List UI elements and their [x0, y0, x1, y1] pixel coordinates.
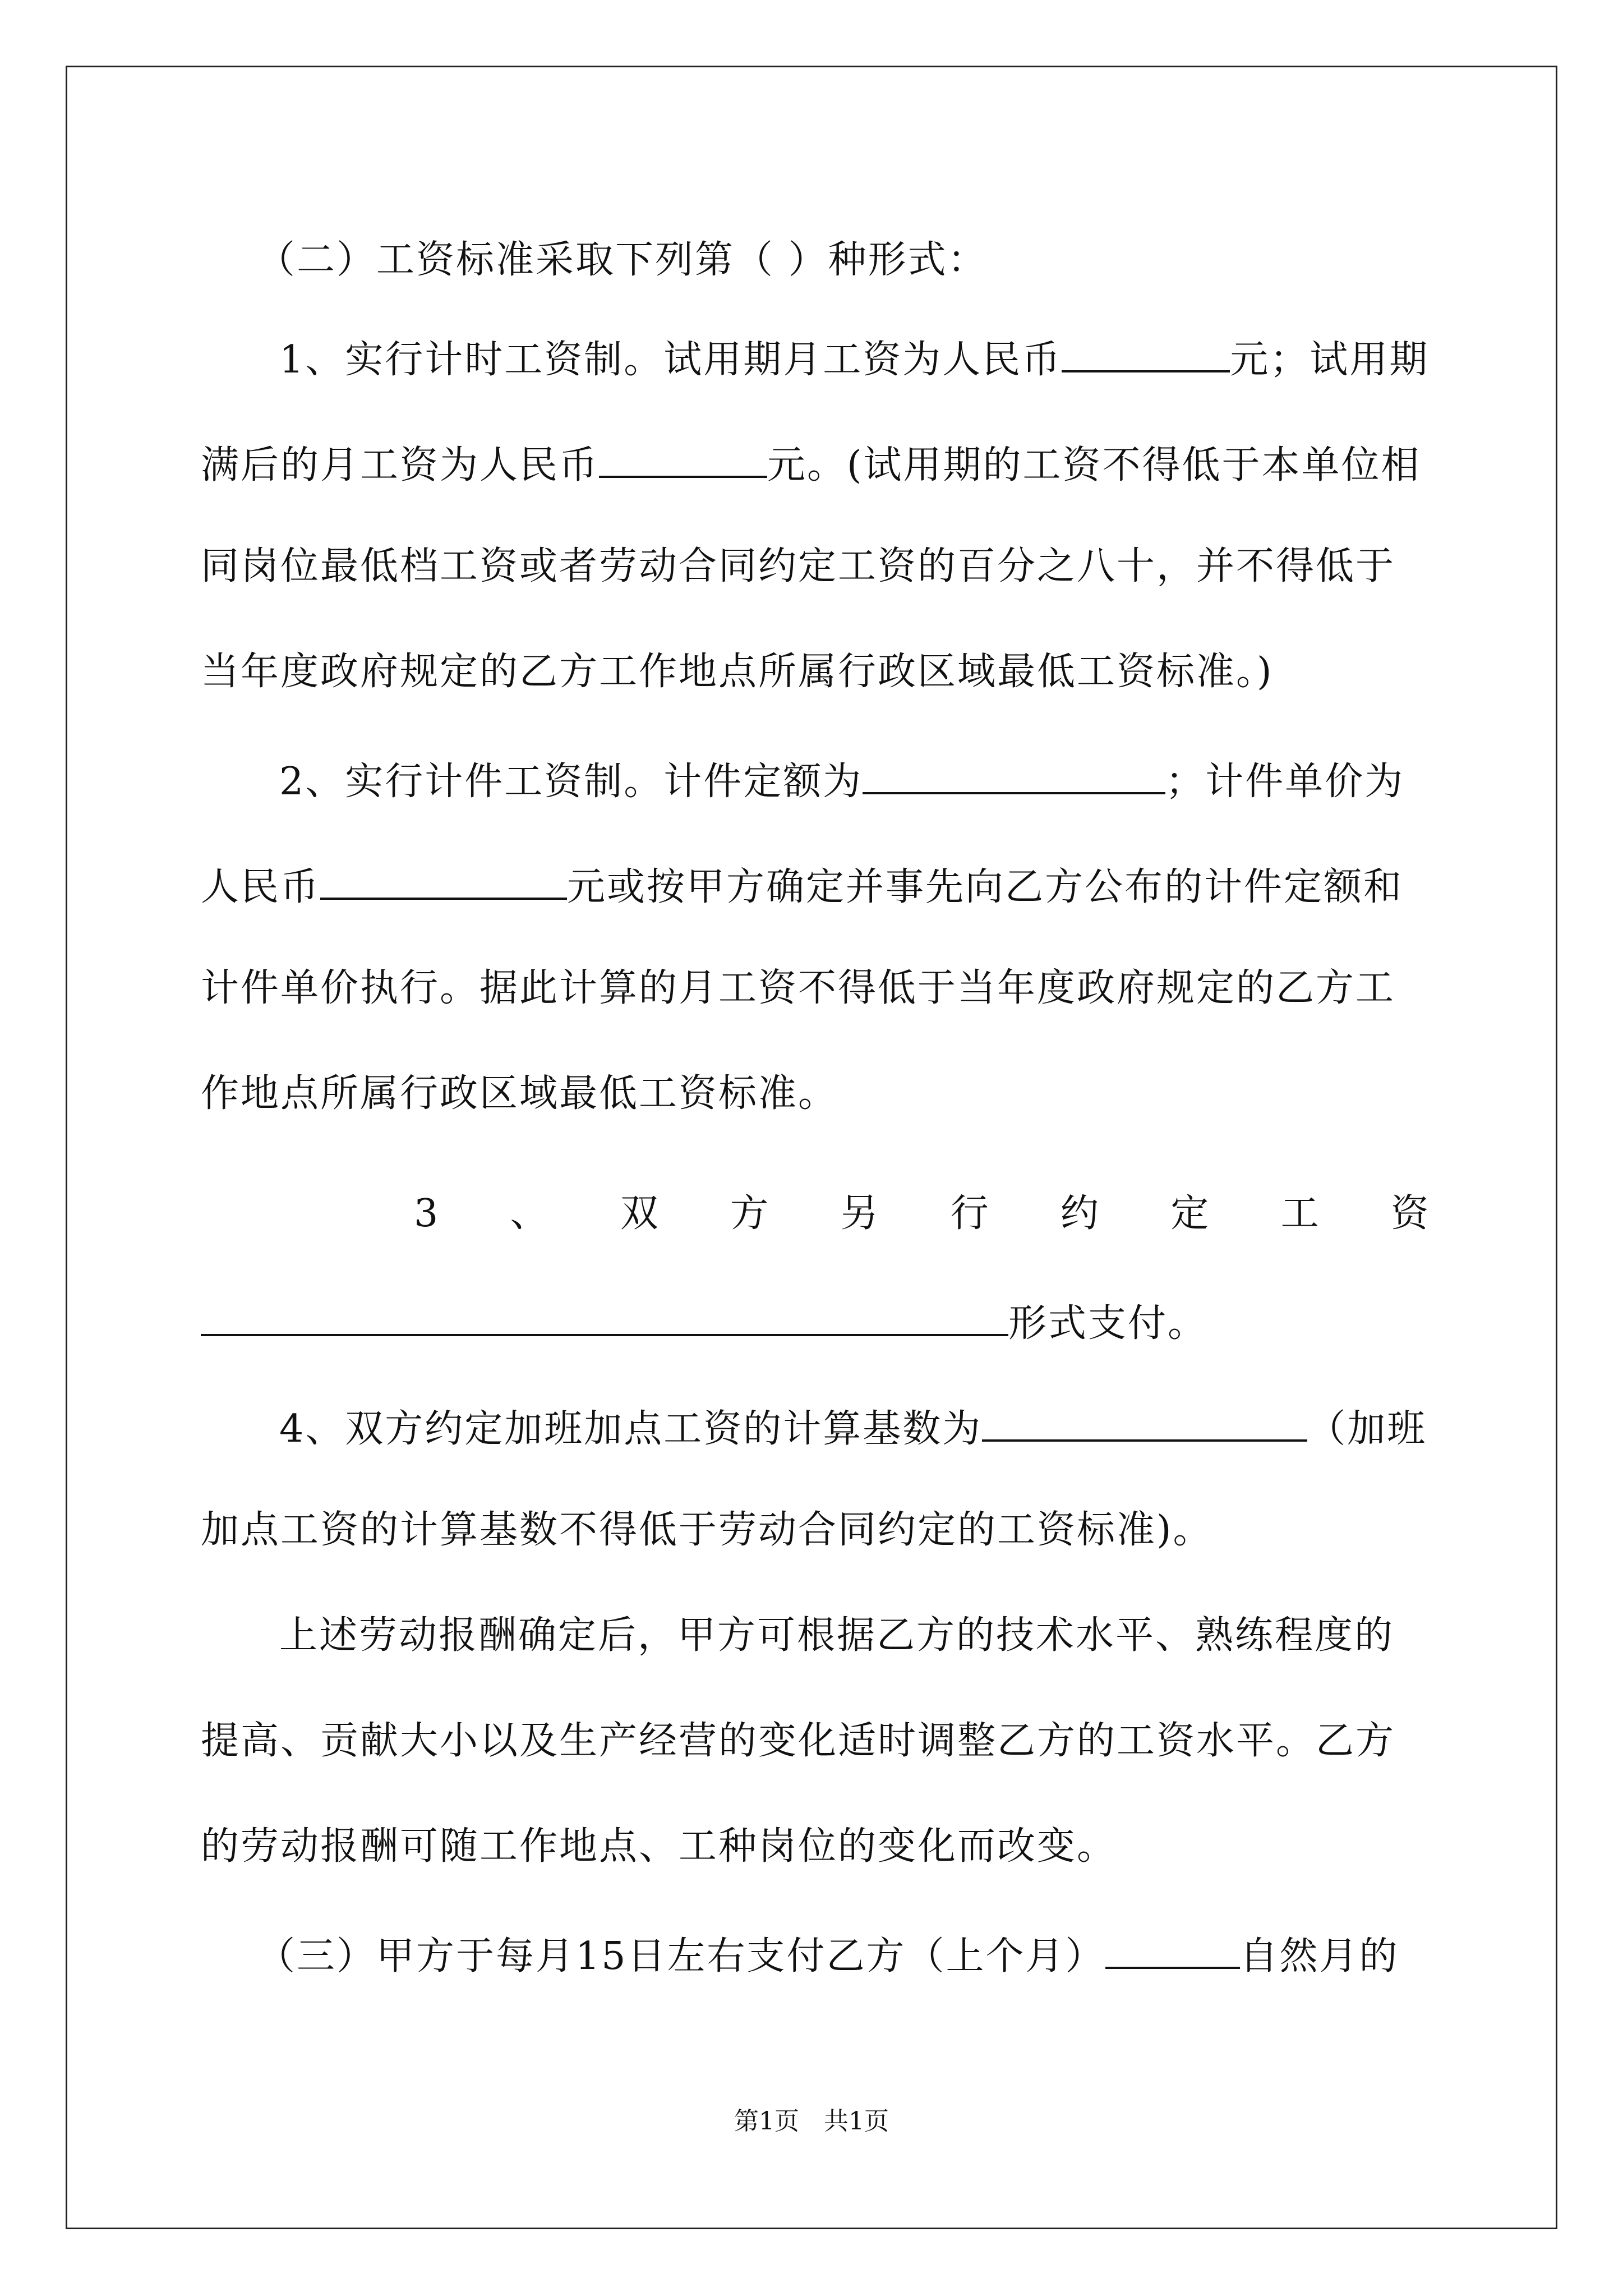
paragraph-line — [201, 442, 1429, 485]
text-segment: 加点工资的计算基数不得低于劳动合同约定的工资标准)。 — [201, 1508, 1213, 1552]
text-segment: 上述劳动报酬确定后，甲方可根据乙方的技术水平、熟练程度的 — [279, 1613, 1395, 1658]
fill-in-blank[interactable] — [982, 1406, 1307, 1442]
paragraph-line — [201, 650, 1429, 694]
text-segment: 4、双方约定加班加点工资的计算基数为 — [279, 1407, 983, 1451]
fill-in-blank[interactable] — [863, 758, 1165, 794]
text-segment: 同岗位最低档工资或者劳动合同约定工资的百分之八十，并不得低于 — [201, 544, 1396, 588]
fill-in-blank[interactable] — [599, 442, 767, 478]
text-segment: 元或按甲方确定并事先向乙方公布的计件定额和 — [567, 865, 1404, 909]
paragraph-payment-date — [257, 1933, 1485, 1976]
page-number: 第1页 共1页 — [734, 2107, 889, 2136]
paragraph-adjustment — [279, 1613, 1507, 1658]
paragraph-piece-wage — [279, 758, 1507, 804]
text-segment: （三）甲方于每月15日左右支付乙方（上个月） — [257, 1934, 1105, 1978]
paragraph-hourly-wage — [279, 337, 1507, 382]
spaced-char: 方 — [730, 1191, 769, 1236]
paragraph-overtime — [279, 1406, 1507, 1451]
text-segment: 形式支付。 — [1008, 1301, 1208, 1346]
paragraph-line — [201, 1719, 1429, 1763]
fill-in-blank[interactable] — [1062, 337, 1230, 372]
spaced-char: 另 — [840, 1191, 879, 1236]
text-segment: 当年度政府规定的乙方工作地点所属行政区域最低工资标准。) — [201, 650, 1274, 694]
spaced-char: 工 — [1280, 1191, 1319, 1236]
paragraph-line — [201, 1071, 1429, 1116]
text-segment: 提高、贡献大小以及生产经营的变化适时调整乙方的工资水平。乙方 — [201, 1719, 1396, 1763]
text-segment: 作地点所属行政区域最低工资标准。 — [201, 1071, 838, 1116]
paragraph-line — [201, 1508, 1429, 1552]
spaced-char: 双 — [620, 1191, 658, 1236]
text-segment: 计件单价执行。据此计算的月工资不得低于当年度政府规定的乙方工 — [201, 966, 1396, 1010]
paragraph-wage-form — [257, 238, 1485, 282]
page-border — [66, 66, 1557, 2229]
spaced-char: 3 — [414, 1191, 439, 1236]
text-segment: （二）工资标准采取下列第（ ）种形式： — [257, 238, 988, 282]
paragraph-other-wage — [414, 1191, 1429, 1236]
text-segment: ；计件单价为 — [1165, 760, 1405, 804]
spaced-char: 资 — [1390, 1191, 1429, 1236]
paragraph-line — [201, 544, 1429, 588]
fill-in-blank[interactable] — [320, 864, 567, 900]
fill-in-blank[interactable] — [1105, 1933, 1240, 1969]
text-segment: （加班 — [1307, 1407, 1427, 1451]
paragraph-line — [201, 966, 1429, 1010]
text-segment: 2、实行计件工资制。计件定额为 — [279, 760, 863, 804]
spaced-char: 行 — [950, 1191, 989, 1236]
paragraph-line — [201, 864, 1429, 907]
spaced-char: 、 — [510, 1191, 548, 1236]
fill-in-blank[interactable] — [201, 1300, 1008, 1336]
spaced-char: 定 — [1170, 1191, 1209, 1236]
spaced-char: 约 — [1061, 1191, 1099, 1236]
text-segment: 自然月的 — [1239, 1934, 1399, 1978]
text-segment: 元。(试用期的工资不得低于本单位相 — [767, 443, 1421, 487]
text-segment: 元；试用期 — [1230, 338, 1430, 382]
page-footer — [0, 2109, 1623, 2134]
text-segment: 满后的月工资为人民币 — [201, 443, 600, 487]
paragraph-line — [201, 1300, 1429, 1346]
text-segment: 的劳动报酬可随工作地点、工种岗位的变化而改变。 — [201, 1824, 1117, 1869]
text-segment: 人民币 — [201, 865, 321, 909]
text-segment: 1、实行计时工资制。试用期月工资为人民币 — [279, 338, 1062, 382]
paragraph-line — [201, 1824, 1429, 1869]
